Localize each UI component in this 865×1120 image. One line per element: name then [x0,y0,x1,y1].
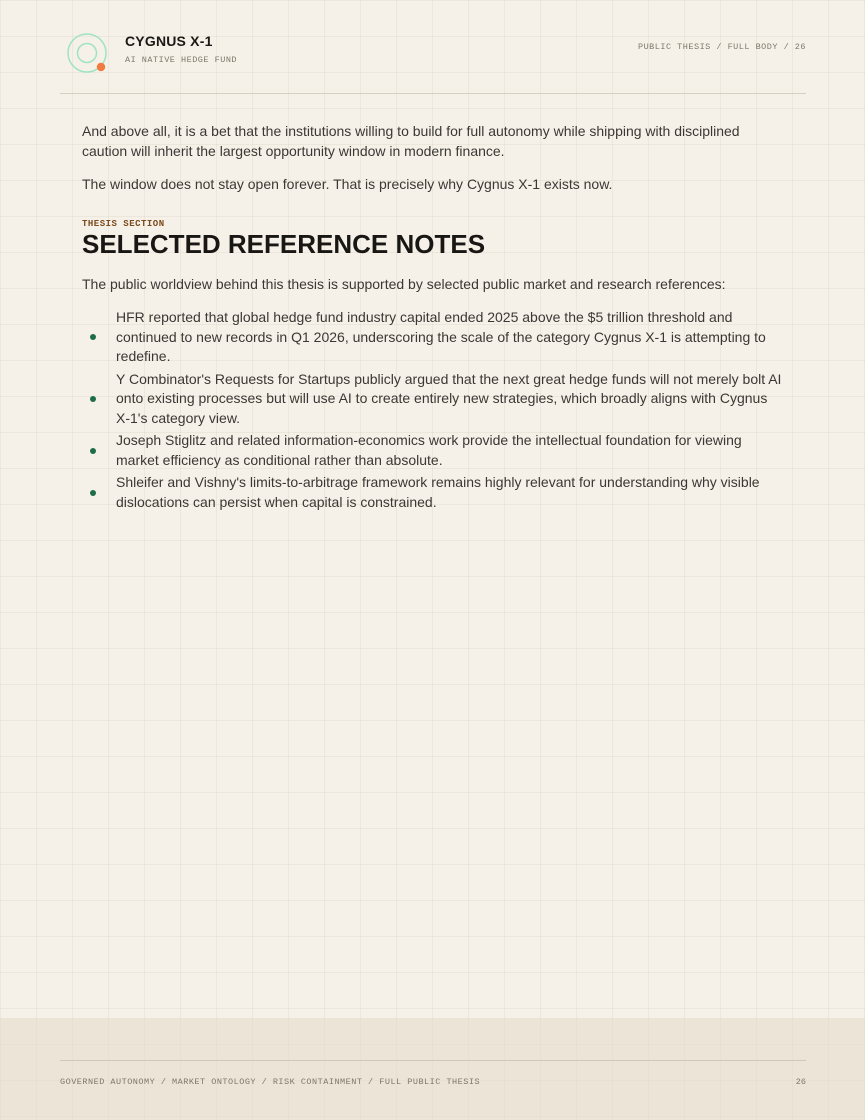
reference-list [82,308,782,512]
body-paragraph: And above all, it is a bet that the institutions willing to build for full autonomy while shipping with disciplined caution will inherit the largest opportunity window in modern finance. [82,123,740,159]
section-title: SELECTED REFERENCE NOTES [82,228,486,259]
footer-band [0,1018,865,1120]
bullet-icon [90,490,96,496]
reference-text: HFR reported that global hedge fund industry capital ended 2025 above the $5 trillion threshold and continued to new records in Q1 2026, underscoring the scale of the category Cygnus X-1 is attempting to redefine. [116,309,766,364]
main-content [82,122,782,515]
list-item [82,308,782,367]
brand-name: CYGNUS X-1 [125,33,213,49]
footer-tagline: GOVERNED AUTONOMY / MARKET ONTOLOGY / RISK CONTAINMENT / FULL PUBLIC THESIS [60,1077,481,1087]
page-number: 26 [795,1077,806,1087]
brand-tagline: AI NATIVE HEDGE FUND [125,55,238,65]
list-item [82,431,782,470]
orbit-logo-icon [67,33,109,75]
section-label: THESIS SECTION [82,218,165,229]
list-item [82,473,782,512]
reference-text: Y Combinator's Requests for Startups publicly argued that the next great hedge funds will not merely bolt AI onto existing processes but will use AI to create entirely new strategies, which broadly aligns with Cygnus X-1's category view. [116,370,782,426]
reference-text: Shleifer and Vishny's limits-to-arbitrage framework remains highly relevant for understanding why visible dislocations can persist when capital is constrained. [116,474,760,510]
body-paragraph: The window does not stay open forever. That is precisely why Cygnus X-1 exists now. [82,176,613,192]
bullet-icon [90,334,96,340]
header-meta: PUBLIC THESIS / FULL BODY / 26 [637,42,806,52]
bullet-icon [90,396,96,402]
footer-divider [60,1060,806,1061]
reference-text: Joseph Stiglitz and related information-economics work provide the intellectual foundation for viewing market efficiency as conditional rather than absolute. [116,432,742,468]
section-intro: The public worldview behind this thesis is supported by selected public market and research references: [82,275,726,292]
page-header [60,30,806,94]
list-item [82,370,782,429]
bullet-icon [90,448,96,454]
